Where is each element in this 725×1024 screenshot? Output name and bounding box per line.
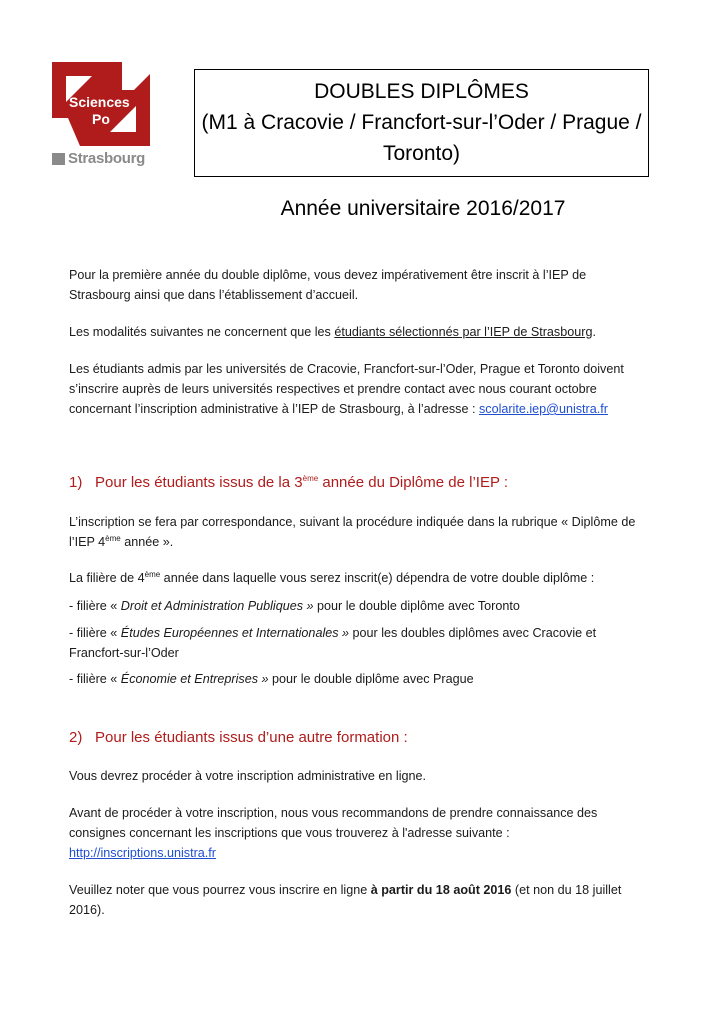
intro-paragraph-3	[69, 359, 659, 419]
item2-line2: Francfort-sur-l’Oder	[69, 646, 179, 660]
logo-text-sciences: Sciences	[69, 94, 130, 110]
section-2-p3-b: (et non du 18 juillet	[511, 883, 622, 897]
item1-prefix: - filière «	[69, 599, 121, 613]
section-1-p2-a: La filière de 4	[69, 571, 145, 585]
item2-italic: Études Européennes et Internationales »	[120, 626, 350, 640]
intro-p3-line1: Les étudiants admis par les universités de Cracovie, Francfort-sur-l’Oder, Prague et Toronto doivent	[69, 362, 624, 376]
title-box	[194, 69, 649, 177]
item2-suffix: pour les doubles diplômes avec Cracovie et	[349, 626, 597, 640]
item1-suffix: pour le double diplôme avec Toronto	[313, 599, 520, 613]
section-1-paragraph-1	[69, 512, 659, 552]
section-1-p1-b: l’IEP 4	[69, 535, 106, 549]
intro-paragraph-1	[69, 265, 659, 305]
section-2-p3-bold: à partir du 18 août 2016	[370, 883, 512, 897]
logo-city: Strasbourg	[68, 150, 146, 167]
section-1-list-item-3	[69, 669, 659, 689]
item1-italic: Droit et Administration Publiques »	[120, 599, 314, 613]
intro-p1-line2: Strasbourg ainsi que dans l’établissement d’accueil.	[69, 288, 359, 302]
section-1-number: 1)	[69, 474, 83, 491]
section-1-p2-b: année dans laquelle vous serez inscrit(e) dépendra de votre double diplôme :	[160, 571, 595, 585]
section-1-paragraph-2	[69, 568, 659, 588]
section-2-p3-a: Veuillez noter que vous pourrez vous inscrire en ligne	[69, 883, 371, 897]
item3-italic: Économie et Entreprises »	[120, 672, 272, 686]
section-1-p1-c: année ».	[120, 535, 174, 549]
intro-p2-prefix: Les modalités suivantes ne concernent que les	[69, 325, 335, 339]
section-2-p2-line2: consignes concernant les inscriptions que vous trouverez à l'adresse suivante :	[69, 826, 510, 840]
item3-suffix: pour le double diplôme avec Prague	[272, 672, 474, 686]
title-line-3: Toronto)	[382, 142, 461, 165]
section-1-heading-a: Pour les étudiants issus de la 3	[95, 474, 303, 491]
logo-square-icon	[52, 153, 65, 165]
intro-p1-line1: Pour la première année du double diplôme, vous devez impérativement être inscrit à l’IEP de	[69, 268, 587, 282]
section-2-paragraph-1: Vous devrez procéder à votre inscription administrative en ligne.	[69, 769, 427, 783]
section-1-p2-sup: ème	[144, 569, 161, 579]
section-2-paragraph-3	[69, 880, 659, 920]
intro-paragraph-2	[69, 322, 659, 342]
title-line-1: DOUBLES DIPLÔMES	[314, 80, 529, 103]
title-line-2: (M1 à Cracovie / Francfort-sur-l’Oder / Prague /	[201, 111, 642, 134]
section-2-number: 2)	[69, 729, 83, 746]
section-1-heading	[69, 474, 508, 491]
item3-prefix: - filière «	[69, 672, 121, 686]
logo-text-po: Po	[92, 111, 110, 127]
item2-prefix: - filière «	[69, 626, 121, 640]
academic-year: Année universitaire 2016/2017	[280, 197, 566, 220]
inscriptions-url-link[interactable]: http://inscriptions.unistra.fr	[69, 846, 216, 860]
section-2-paragraph-2	[69, 803, 659, 863]
section-2-p3-c: 2016).	[69, 903, 105, 917]
section-2-heading-text: Pour les étudiants issus d’une autre formation :	[95, 729, 408, 746]
sciences-po-logo	[52, 62, 152, 168]
section-1-list-item-1	[69, 596, 659, 616]
intro-p2-underlined: étudiants sélectionnés par l’IEP de Strasbourg	[334, 325, 593, 339]
section-2-heading	[69, 729, 408, 746]
intro-p3-line2: s’inscrire auprès de leurs universités respectives et prendre contact avec nous courant octobre	[69, 382, 597, 396]
section-1-heading-sup: ème	[302, 474, 319, 483]
email-link[interactable]: scolarite.iep@unistra.fr	[478, 402, 608, 416]
intro-p2-suffix: .	[592, 325, 596, 339]
section-1-p1-line1: L’inscription se fera par correspondance, suivant la procédure indiquée dans la rubrique « Diplôme de	[69, 515, 636, 529]
section-1-p1-sup: ème	[105, 533, 121, 543]
section-1-list-item-2	[69, 623, 659, 663]
section-1-heading-b: année du Diplôme de l’IEP :	[318, 474, 509, 491]
intro-p3-line3: concernant l’inscription administrative à l’IEP de Strasbourg, à l’adresse :	[69, 402, 479, 416]
section-2-p2-line1: Avant de procéder à votre inscription, nous vous recommandons de prendre connaissance des	[69, 806, 598, 820]
